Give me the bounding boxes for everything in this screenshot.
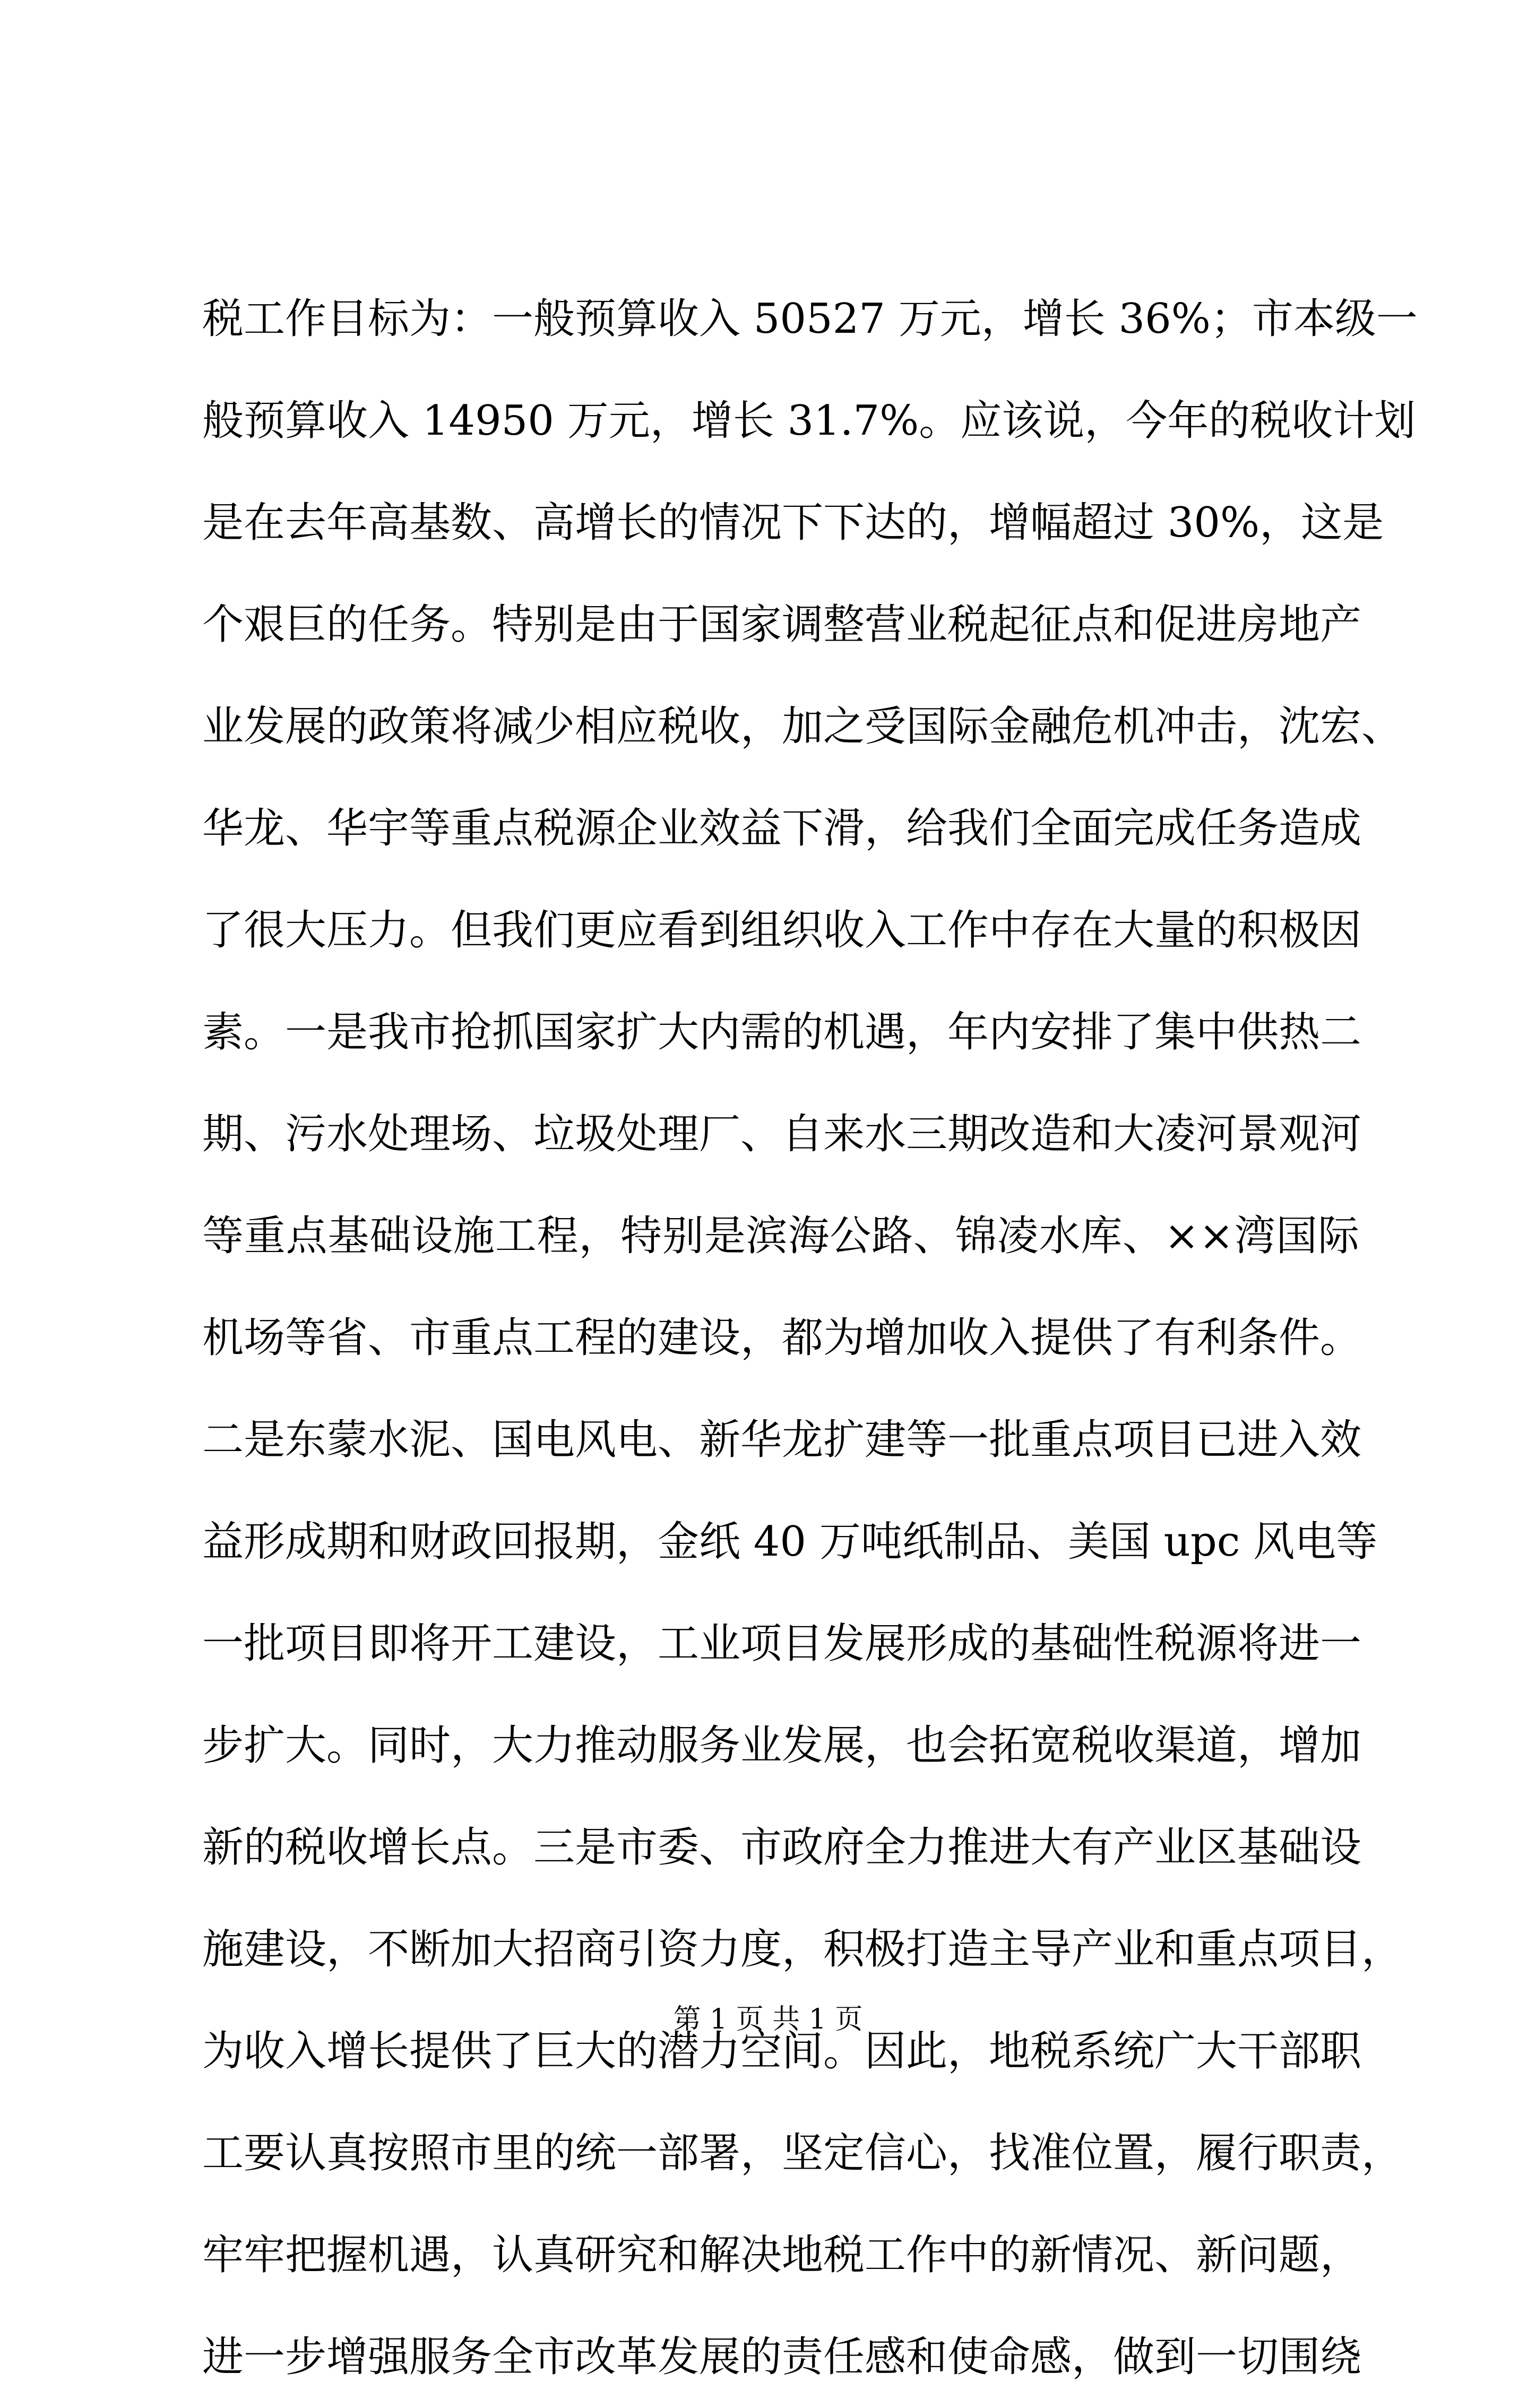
text-line-12: 二是东蒙水泥、国电风电、新华龙扩建等一批重点项目已进入效: [202, 1416, 1362, 1464]
text-line-14: 一批项目即将开工建设，工业项目发展形成的基础性税源将进一: [202, 1620, 1362, 1668]
text-line-8: 素。一是我市抢抓国家扩大内需的机遇，年内安排了集中供热二: [202, 1008, 1362, 1056]
page-number-label: 第 1 页 共 1 页: [673, 2004, 863, 2035]
text-line-6: 华龙、华宇等重点税源企业效益下滑，给我们全面完成任务造成: [202, 805, 1362, 852]
text-line-19: 工要认真按照市里的统一部署，坚定信心，找准位置，履行职责，: [202, 2129, 1403, 2177]
page-footer: [0, 2001, 1536, 2038]
text-line-2: 般预算收入 14950 万元，增长 31.7%。应该说，今年的税收计划: [202, 397, 1416, 445]
text-line-7: 了很大压力。但我们更应看到组织收入工作中存在大量的积极因: [202, 907, 1362, 954]
text-line-18: 为收入增长提供了巨大的潜力空间。因此，地税系统广大干部职: [202, 2027, 1362, 2075]
text-line-9: 期、污水处理场、垃圾处理厂、自来水三期改造和大凌河景观河: [202, 1110, 1362, 1158]
text-line-20: 牢牢把握机遇，认真研究和解决地税工作中的新情况、新问题，: [202, 2231, 1362, 2279]
text-line-11: 机场等省、市重点工程的建设，都为增加收入提供了有利条件。: [202, 1314, 1362, 1362]
text-line-3: 是在去年高基数、高增长的情况下下达的，增幅超过 30%，这是: [202, 499, 1384, 547]
text-line-17: 施建设，不断加大招商引资力度，积极打造主导产业和重点项目，: [202, 1926, 1403, 1973]
text-line-13: 益形成期和财政回报期，金纸 40 万吨纸制品、美国 upc 风电等: [202, 1518, 1378, 1566]
text-line-16: 新的税收增长点。三是市委、市政府全力推进大有产业区基础设: [202, 1824, 1362, 1871]
text-line-21: 进一步增强服务全市改革发展的责任感和使命感，做到一切围绕: [202, 2333, 1362, 2381]
text-line-4: 个艰巨的任务。特别是由于国家调整营业税起征点和促进房地产: [202, 601, 1362, 649]
text-line-5: 业发展的政策将减少相应税收，加之受国际金融危机冲击，沈宏、: [202, 703, 1403, 750]
text-line-15: 步扩大。同时，大力推动服务业发展，也会拓宽税收渠道，增加: [202, 1722, 1362, 1770]
text-line-10: 等重点基础设施工程，特别是滨海公路、锦凌水库、××湾国际: [202, 1212, 1359, 1260]
body-text: [202, 268, 1418, 2408]
text-line-1: 税工作目标为：一般预算收入 50527 万元，增长 36%；市本级一: [202, 295, 1418, 343]
